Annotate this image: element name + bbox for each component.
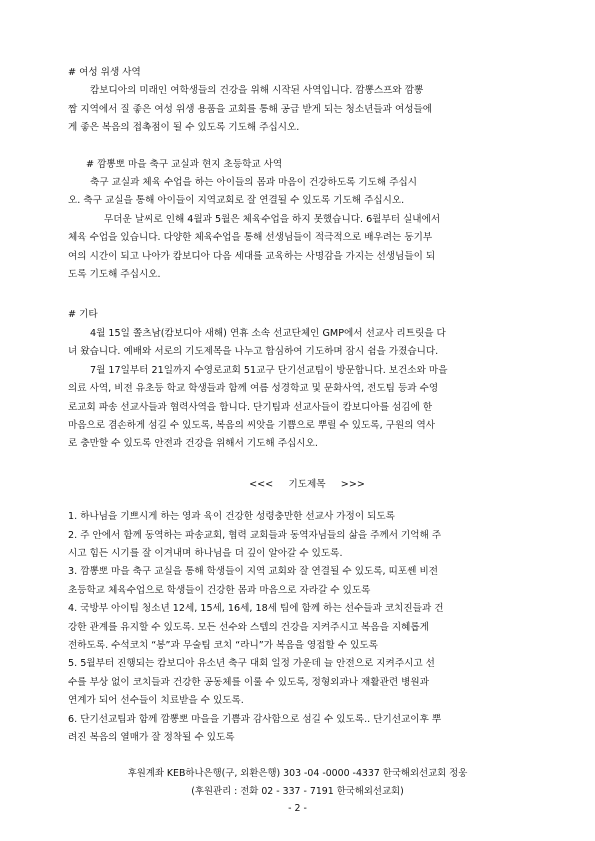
section-title-etc: # 기타 (68, 309, 98, 321)
prayer-item: 4. 국방부 아이팀 청소년 12세, 15세, 16세, 18세 팀에 함께 하는 선수들과 코치진들과 건 (68, 603, 444, 615)
prayer-item: 전하도록. 수석코치 “봉”과 무술팀 코치 “라니”가 복음을 영접할 수 있도록 (68, 639, 378, 651)
prayer-item: 6. 단기선교팀과 함께 깜뽕뽀 마을을 기쁨과 감사함으로 섬길 수 있도록.. 단기선교이후 뿌 (68, 713, 442, 725)
prayer-item: 수를 부상 없이 코치들과 건강한 공동체를 이룰 수 있도록, 정형외과나 재활관련 병원과 (68, 676, 429, 688)
paragraph-line: 무더운 날씨로 인해 4월과 5월은 체육수업을 하지 못했습니다. 6월부터 실내에서 (104, 213, 441, 225)
section-title-soccer-school: # 깜뽕뽀 마을 축구 교실과 현지 초등학교 사역 (86, 158, 283, 170)
prayer-item: 려진 복음의 열매가 잘 정착될 수 있도록 (68, 732, 235, 743)
paragraph-line: 4월 15일 쫄츠남(캄보디아 새해) 연휴 소속 선교단체인 GMP에서 선교사 리트릿을 다 (90, 327, 446, 339)
paragraph-line: 도록 기도해 주십시오. (68, 269, 161, 281)
paragraph-line: 짬 지역에서 질 좋은 여성 위생 용품을 교회를 통해 공급 받게 되는 청소년들과 여성들에 (68, 103, 433, 115)
prayer-item: 1. 하나님을 기쁘시게 하는 영과 육이 건강한 성령충만한 선교사 가정이 되도록 (68, 511, 395, 523)
paragraph-line: 마음으로 겸손하게 섬길 수 있도록, 복음의 씨앗을 기쁨으로 뿌릴 수 있도록, 구원의 역사 (68, 419, 436, 431)
donation-manager-contact: (후원관리 : 전화 02 - 337 - 7191 한국해외선교회) (191, 786, 404, 797)
document-body (68, 64, 546, 747)
paragraph-line: 캄보디아의 미래인 여학생들의 건강을 위해 시작된 사역입니다. 깜뽕스프와 깜뽕 (90, 85, 424, 97)
paragraph-line: 로 충만할 수 있도록 안전과 건강을 위해서 기도해 주십시오. (68, 438, 318, 450)
paragraph-line: 의료 사역, 비전 유초등 학교 학생들과 함께 여름 성경학교 및 문화사역, 전도팀 등과 수영 (68, 383, 439, 395)
paragraph-line: 7월 17일부터 21일까지 수영로교회 51교구 단기선교팀이 방문합니다. 보건소와 마을 (90, 364, 448, 376)
prayer-item: 초등학교 체육수업으로 학생들이 건강한 몸과 마음으로 자라갈 수 있도록 (68, 584, 371, 596)
paragraph-line: 체육 수업을 있습니다. 다양한 체육수업을 통해 선생님들이 적극적으로 배우려는 동기부 (68, 232, 433, 244)
prayer-item: 3. 깜뽕뽀 마을 축구 교실을 통해 학생들이 지역 교회와 잘 연결될 수 있도록, 띠포쎈 비전 (68, 566, 438, 578)
paragraph-line: 여의 시간이 되고 나아가 캄보디아 다음 세대를 교육하는 사명감을 가지는 선생님들이 되 (68, 250, 436, 262)
paragraph-line: 게 좋은 복음의 접촉점이 될 수 있도록 기도해 주십시오. (68, 122, 300, 134)
paragraph-line: 로교회 파송 선교사들과 협력사역을 합니다. 단기팀과 선교사들이 캄보디아를 섬김에 한 (68, 401, 433, 413)
prayer-requests-title: <<< 기도제목 >>> (249, 478, 365, 490)
paragraph-line: 축구 교실과 체육 수업을 하는 아이들의 몸과 마음이 건강하도록 기도해 주십시 (90, 177, 418, 189)
prayer-item: 2. 주 안에서 함께 동역하는 파송교회, 협력 교회들과 동역자님들의 삶을 주께서 기억해 주 (68, 529, 442, 541)
page-number: - 2 - (288, 803, 307, 814)
prayer-item: 강한 관계를 유지할 수 있도록. 모든 선수와 스텝의 건강을 지켜주시고 복음을 지혜롭게 (68, 621, 429, 633)
paragraph-line: 오. 축구 교실을 통해 아이들이 지역교회로 잘 연결될 수 있도록 기도해 주십시오. (68, 195, 405, 207)
section-title-women-hygiene: # 여성 위생 사역 (68, 67, 141, 78)
prayer-item: 시고 힘든 시기를 잘 이겨내며 하나님을 더 깊이 알아갈 수 있도록. (68, 547, 343, 559)
prayer-item: 5. 5월부터 진행되는 캄보디아 유소년 축구 대회 일정 가운데 늘 안전으로 지켜주시고 선 (68, 658, 435, 670)
prayer-item: 연계가 되어 선수들이 치료받을 수 있도록. (68, 695, 244, 707)
donation-account: 후원계좌 KEB하나은행(구, 외환은행) 303 -04 -0000 -4337 한국해외선교회 정웅 (127, 768, 468, 779)
paragraph-line: 녀 왔습니다. 예배와 서로의 기도제목을 나누고 합심하여 기도하며 잠시 쉼을 가졌습니다. (68, 346, 439, 358)
